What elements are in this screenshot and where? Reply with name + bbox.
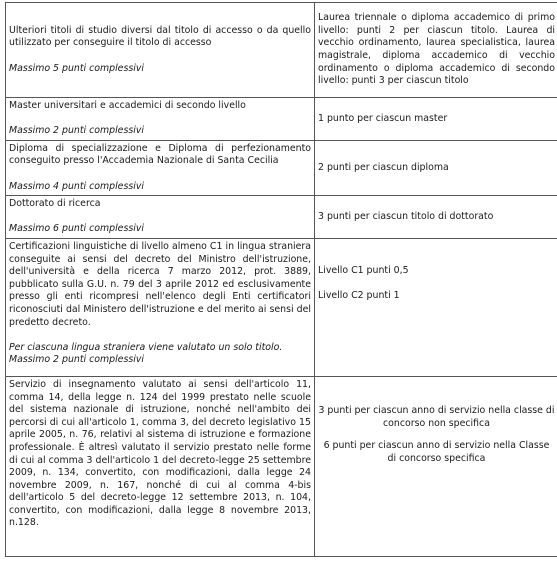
points-level-c1: Livello C1 punti 0,5 — [318, 264, 409, 276]
criterion-cell — [6, 238, 315, 376]
criterion-cell — [6, 376, 315, 556]
table-row — [6, 140, 557, 195]
criterion-text: Ulteriori titoli di studio diversi dal titolo di accesso o da quello utilizzato per conseguire il titolo di accesso — [9, 24, 311, 49]
criterion-cell — [6, 98, 315, 141]
points-text: Laurea triennale o diploma accademico di primo livello: punti 2 per ciascun titolo. Laurea di vecchio ordinamento, laurea specialistica, laurea magistrale, diploma accademico di vecchio ordinamento o diploma accademico di secondo livello: punti 3 per ciascun titolo — [318, 12, 555, 87]
max-points-note: Massimo 5 punti complessivi — [9, 62, 144, 74]
titles-scoring-table — [5, 2, 557, 557]
points-cell — [315, 140, 557, 195]
criterion-text: Diploma di specializzazione e Diploma di perfezionamento conseguito presso l'Accademia Nazionale di Santa Cecilia — [9, 142, 311, 167]
points-cell — [315, 3, 557, 98]
points-cell — [315, 98, 557, 141]
table-row — [6, 3, 557, 98]
points-non-specific: 3 punti per ciascun anno di servizio nella classe di concorso non specifica — [318, 404, 555, 429]
criterion-cell — [6, 3, 315, 98]
criterion-text: Servizio di insegnamento valutato ai sensi dell'articolo 11, comma 14, della legge n. 124 del 1999 prestato nelle scuole del sistema nazionale di istruzione, nonché nell'ambito dei percorsi di cui all'articolo 1, comma 3, del decreto legislativo 15 aprile 2005, n. 76, relativi al sistema di istruzione e formazione professionale. È altresì valutato il servizio prestato nelle forme di cui al comma 3 dell'articolo 1 del decreto-legge 25 settembre 2009, n. 134, convertito, con modificazioni, dalla legge 24 novembre 2009, n. 167, nonché di cui al comma 4-bis dell'articolo 5 del decreto-legge 12 settembre 2013, n. 104, convertito, con modificazioni, dalla legge 8 novembre 2013, n.128. — [9, 378, 311, 529]
points-text: 1 punto per ciascun master — [318, 112, 448, 124]
table-row — [6, 196, 557, 239]
points-level-c2: Livello C2 punti 1 — [318, 290, 400, 302]
points-cell — [315, 238, 557, 376]
table-row — [6, 376, 557, 556]
criterion-text: Dottorato di ricerca — [9, 198, 101, 210]
points-text: 3 punti per ciascun titolo di dottorato — [318, 210, 494, 222]
single-title-note: Per ciascuna lingua straniera viene valutato un solo titolo. — [9, 341, 283, 353]
points-specific: 6 punti per ciascun anno di servizio nella Classe di concorso specifica — [323, 440, 550, 464]
criterion-text: Master universitari e accademici di secondo livello — [9, 100, 246, 111]
points-cell — [315, 196, 557, 239]
criterion-cell — [6, 196, 315, 239]
table-row — [6, 238, 557, 376]
max-points-note: Massimo 2 punti complessivi — [9, 354, 144, 366]
points-text: 2 punti per ciascun diploma — [318, 161, 449, 173]
table-row — [6, 98, 557, 141]
criterion-cell — [6, 140, 315, 195]
criterion-text: Certificazioni linguistiche di livello almeno C1 in lingua straniera conseguite ai sensi del decreto del Ministro dell'istruzione, dell'università e della ricerca 7 marzo 2012, prot. 3889, pubblicato sulla G.U. n. 79 del 3 aprile 2012 ed esclusivamente presso gli enti ricompresi nell'elenco degli Enti certificatori riconosciuti dal Ministero dell'istruzione e del merito ai sensi del predetto decreto. — [9, 240, 311, 328]
max-points-note: Massimo 4 punti complessivi — [9, 180, 144, 192]
points-cell — [315, 376, 557, 556]
max-points-note: Massimo 6 punti complessivi — [9, 223, 144, 235]
max-points-note: Massimo 2 punti complessivi — [9, 125, 144, 137]
